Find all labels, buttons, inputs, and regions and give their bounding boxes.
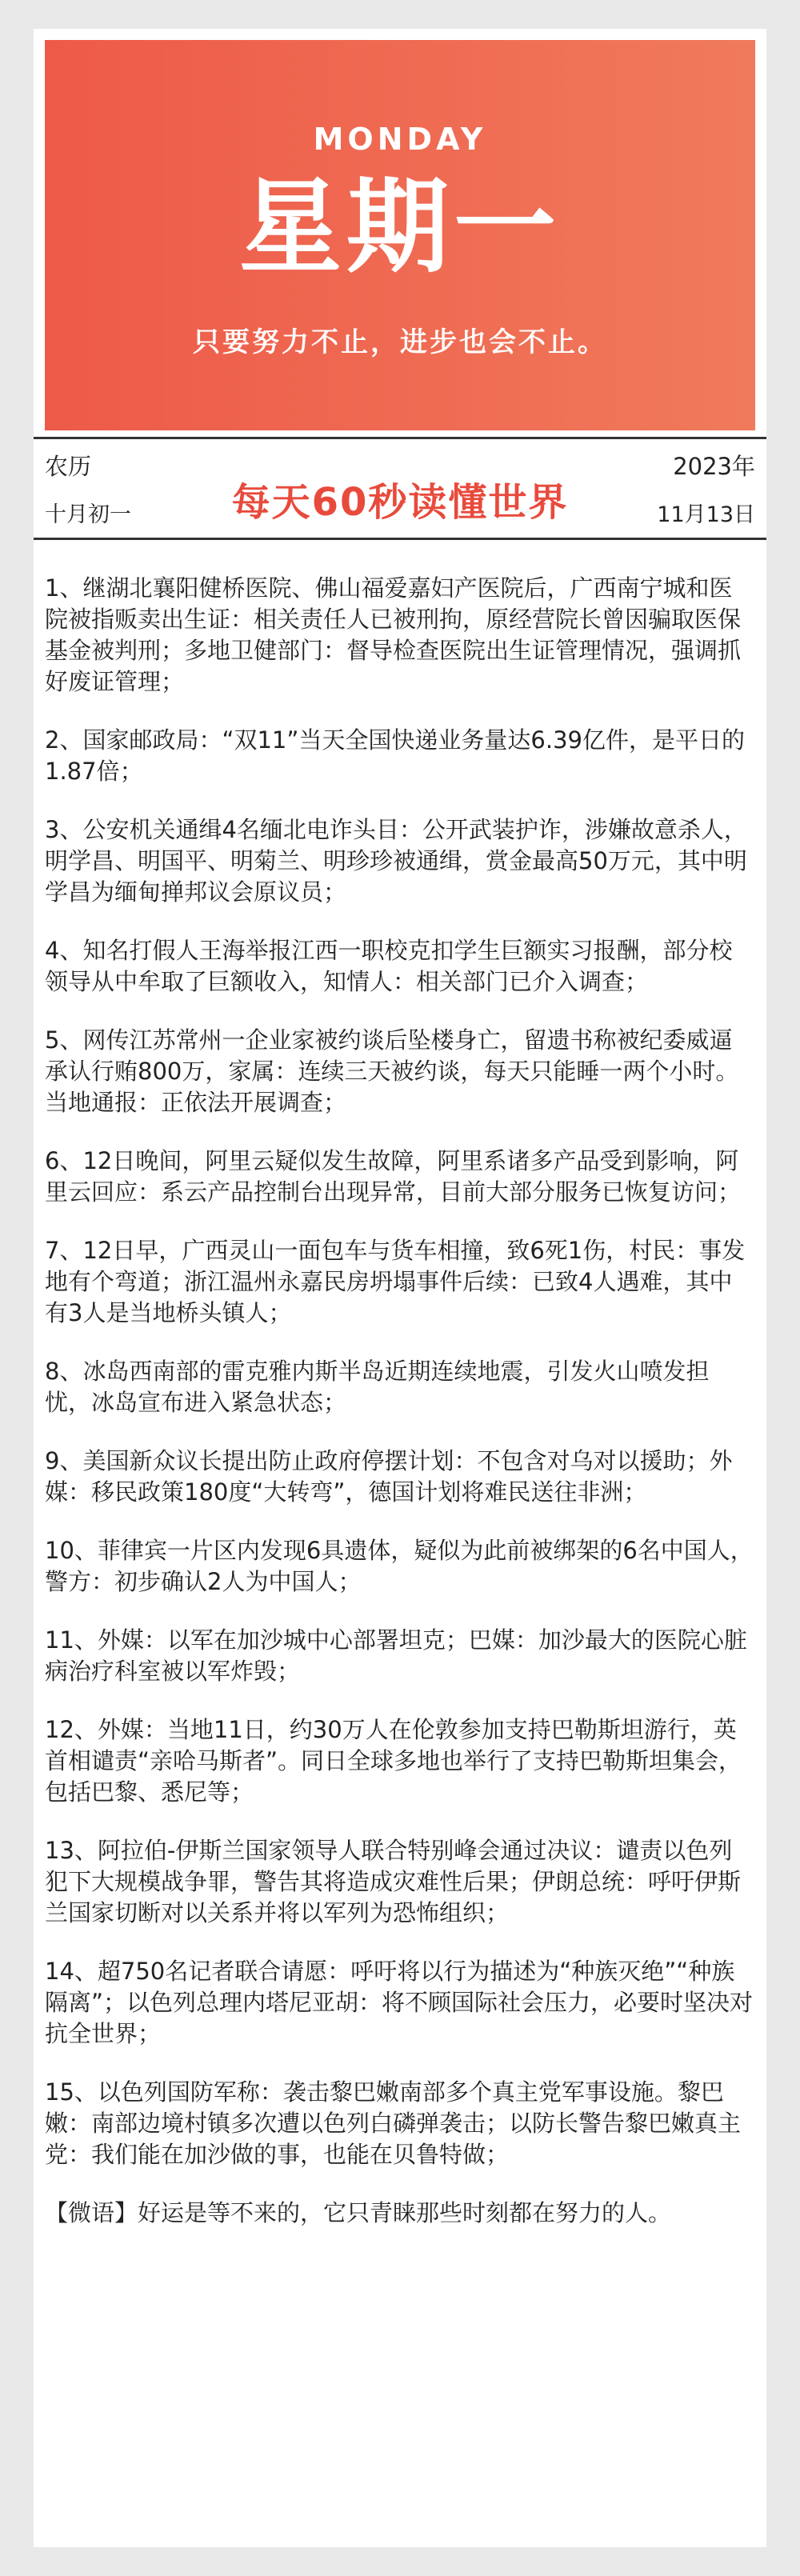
lunar-label: 农历 — [45, 453, 92, 480]
weekday-chinese: 星期一 — [238, 168, 561, 287]
news-item: 10、菲律宾一片区内发现6具遗体，疑似为此前被绑架的6名中国人，警方：初步确认2人为中国人； — [45, 1537, 754, 1595]
news-item: 1、继湖北襄阳健桥医院、佛山福爱嘉妇产医院后，广西南宁城和医院被指贩卖出生证：相关责任人已被刑拘，原经营院长曾因骗取医保基金被判刑；多地卫健部门：督导检查医院出生证管理情况，强调抓好废证管理； — [45, 574, 742, 695]
lunar-date: 十月初一 — [45, 502, 131, 527]
date-label: 11月13日 — [657, 502, 755, 527]
daily-motto: 【微语】好运是等不来的，它只青睐那些时刻都在努力的人。 — [45, 2199, 672, 2226]
day-banner — [45, 40, 755, 430]
news-item: 4、知名打假人王海举报江西一职校克扣学生巨额实习报酬，部分校领导从中牟取了巨额收入，知情人：相关部门已介入调查； — [45, 937, 733, 995]
news-item: 13、阿拉伯-伊斯兰国家领导人联合特别峰会通过决议：谴责以色列犯下大规模战争罪，警告其将造成灾难性后果；伊朗总统：呼吁伊斯兰国家切断对以关系并将以军列为恐怖组织； — [45, 1837, 742, 1926]
weekday-english: MONDAY — [313, 122, 487, 157]
news-item: 8、冰岛西南部的雷克雅内斯半岛近期连续地震，引发火山喷发担忧，冰岛宣布进入紧急状态； — [45, 1358, 710, 1416]
news-item: 2、国家邮政局：“双11”当天全国快递业务量达6.39亿件，是平日的1.87倍； — [45, 726, 745, 785]
news-item: 15、以色列国防军称：袭击黎巴嫩南部多个真主党军事设施。黎巴嫩：南部边境村镇多次遭以色列白磷弹袭击；以防长警告黎巴嫩真主党：我们能在加沙做的事，也能在贝鲁特做； — [45, 2078, 742, 2168]
news-item: 14、超750名记者联合请愿：呼吁将以行为描述为“种族灭绝”“种族隔离”；以色列总理内塔尼亚胡：将不顾国际社会压力，必要时坚决对抗全世界； — [45, 1958, 754, 2047]
news-item: 9、美国新众议长提出防止政府停摆计划：不包含对乌对以援助；外媒：移民政策180度“大转弯”，德国计划将难民送往非洲； — [45, 1447, 733, 1506]
news-item: 6、12日晚间，阿里云疑似发生故障，阿里系诸多产品受到影响，阿里云回应：系云产品控制台出现异常，目前大部分服务已恢复访问； — [45, 1147, 742, 1206]
news-list — [45, 573, 755, 2229]
news-item: 5、网传江苏常州一企业家被约谈后坠楼身亡，留遗书称被纪委威逼承认行贿800万，家属：连续三天被约谈，每天只能睡一两个小时。当地通报：正依法开展调查； — [45, 1026, 739, 1116]
news-card — [34, 29, 766, 2547]
bottom-divider — [34, 538, 766, 540]
news-item: 11、外媒：以军在加沙城中心部署坦克；巴媒：加沙最大的医院心脏病治疗科室被以军炸毁； — [45, 1626, 747, 1685]
year-label: 2023年 — [673, 453, 755, 480]
news-item: 3、公安机关通缉4名缅北电诈头目：公开武装护诈，涉嫌故意杀人，明学昌、明国平、明菊兰、明珍珍被通缉，赏金最高50万元，其中明学昌为缅甸掸邦议会原议员； — [45, 816, 747, 906]
news-item: 7、12日早，广西灵山一面包车与货车相撞，致6死1伤，村民：事发地有个弯道；浙江温州永嘉民房坍塌事件后续：已致4人遇难，其中有3人是当地桥头镇人； — [45, 1237, 746, 1326]
news-item: 12、外媒：当地11日，约30万人在伦敦参加支持巴勒斯坦游行，英首相谴责“亲哈马斯者”。同日全球多地也举行了支持巴勒斯坦集会，包括巴黎、悉尼等； — [45, 1716, 742, 1806]
banner-slogan: 只要努力不止，进步也会不止。 — [193, 326, 607, 358]
page-title: 每天60秒读懂世界 — [231, 480, 569, 525]
date-header — [34, 439, 766, 538]
